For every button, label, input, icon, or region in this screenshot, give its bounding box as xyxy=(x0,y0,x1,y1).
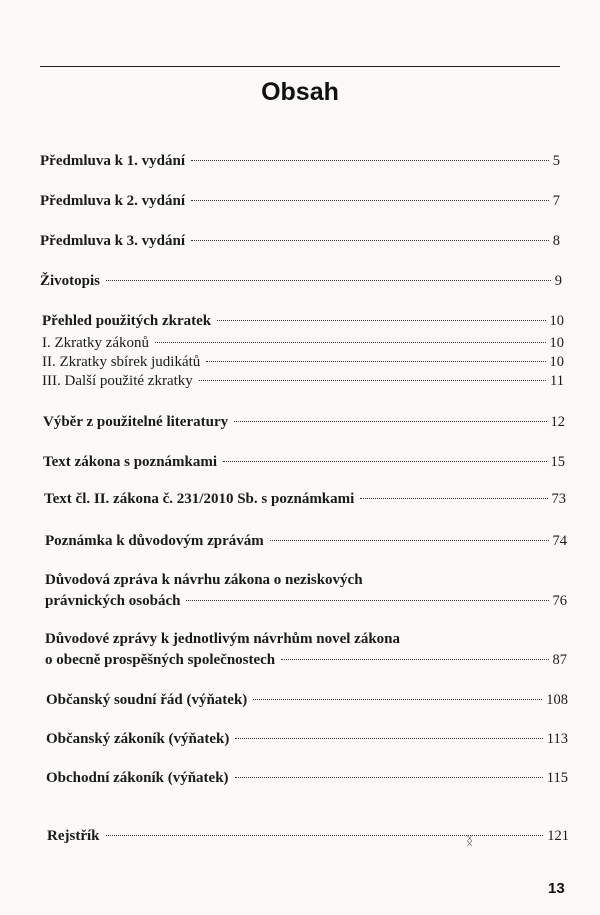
leader-dots xyxy=(235,777,543,778)
toc-entry-label: Výběr z použitelné literatury xyxy=(43,414,229,430)
toc-entry-label: Předmluva k 3. vydání xyxy=(40,233,186,249)
toc-entry-amendment-reports[interactable] xyxy=(45,651,567,669)
toc-entry-label: o obecně prospěšných společnostech xyxy=(45,652,276,668)
page-number: 13 xyxy=(548,880,565,897)
leader-dots xyxy=(253,699,542,700)
toc-entry-page: 76 xyxy=(552,593,567,609)
toc-entry-index[interactable] xyxy=(47,827,569,845)
leader-dots xyxy=(270,540,549,541)
leader-dots xyxy=(191,160,549,161)
toc-entry-page: 87 xyxy=(552,652,567,668)
toc-entry-label: Životopis xyxy=(40,273,101,289)
toc-entry-page: 12 xyxy=(550,414,565,430)
toc-entry-explanatory-note[interactable] xyxy=(45,532,567,550)
toc-entry-label: Obchodní zákoník (výňatek) xyxy=(46,770,229,786)
leader-dots xyxy=(217,320,545,321)
toc-entry-label-line1: Důvodová zpráva k návrhu zákona o neziskových xyxy=(45,572,363,588)
leader-dots xyxy=(206,361,545,362)
leader-dots xyxy=(223,461,546,462)
toc-entry-label: Předmluva k 1. vydání xyxy=(40,153,186,169)
toc-entry-page: 11 xyxy=(550,373,564,389)
toc-entry-label-line1: Důvodové zprávy k jednotlivým návrhům novel zákona xyxy=(45,631,401,647)
toc-subentry-law-abbreviations[interactable] xyxy=(42,334,564,352)
toc-entry-page: 10 xyxy=(549,313,564,329)
toc-subentry-other-abbreviations[interactable] xyxy=(42,372,564,390)
leader-dots xyxy=(191,240,549,241)
toc-entry-page: 108 xyxy=(546,692,568,708)
toc-entry-label: Předmluva k 2. vydání xyxy=(40,193,186,209)
leader-dots xyxy=(235,738,542,739)
leader-dots xyxy=(186,600,548,601)
toc-entry-page: 115 xyxy=(546,770,568,786)
toc-entry-law-text[interactable] xyxy=(43,453,565,471)
toc-entry-literature[interactable] xyxy=(43,413,565,431)
toc-entry-label: Občanský soudní řád (výňatek) xyxy=(46,692,248,708)
toc-entry-label: Text čl. II. zákona č. 231/2010 Sb. s poznámkami xyxy=(44,491,355,507)
toc-entry-label: Přehled použitých zkratek xyxy=(42,313,212,329)
leader-dots xyxy=(199,380,546,381)
toc-entry-nonprofit-report[interactable] xyxy=(45,592,567,610)
toc-entry-label: II. Zkratky sbírek judikátů xyxy=(42,354,201,370)
toc-entry-page: 9 xyxy=(554,273,562,289)
toc-entry-article-2-text[interactable] xyxy=(44,490,566,508)
toc-entry-page: 73 xyxy=(551,491,566,507)
leader-dots xyxy=(234,421,546,422)
toc-entry-label: Poznámka k důvodovým zprávám xyxy=(45,533,264,549)
toc-entry-page: 8 xyxy=(552,233,560,249)
leader-dots xyxy=(106,835,544,836)
toc-entry-civil-procedure[interactable] xyxy=(46,691,568,709)
toc-entry-page: 121 xyxy=(547,828,569,844)
toc-entry-label: Rejstřík xyxy=(47,828,100,844)
toc-entry-page: 10 xyxy=(549,335,564,351)
toc-entry-preface-1[interactable] xyxy=(40,152,560,170)
toc-entry-label: Občanský zákoník (výňatek) xyxy=(46,731,230,747)
toc-subentry-case-law-abbreviations[interactable] xyxy=(42,353,564,371)
leader-dots xyxy=(155,342,545,343)
toc-entry-page: 113 xyxy=(546,731,568,747)
toc-entry-page: 15 xyxy=(550,454,565,470)
toc-entry-page: 10 xyxy=(549,354,564,370)
ink-mark: ᛝ xyxy=(466,834,474,848)
leader-dots xyxy=(106,280,551,281)
toc-entry-preface-2[interactable] xyxy=(40,192,560,210)
toc-entry-page: 7 xyxy=(552,193,560,209)
toc-entry-label: právnických osobách xyxy=(45,593,181,609)
toc-entry-label: Text zákona s poznámkami xyxy=(43,454,218,470)
toc-entry-civil-code[interactable] xyxy=(46,730,568,748)
toc-entry-commercial-code[interactable] xyxy=(46,769,568,787)
toc-entry-biography[interactable] xyxy=(40,272,562,290)
page-title: Obsah xyxy=(261,78,339,106)
leader-dots xyxy=(191,200,549,201)
toc-entry-preface-3[interactable] xyxy=(40,232,560,250)
toc-entry-label: I. Zkratky zákonů xyxy=(42,335,150,351)
leader-dots xyxy=(360,498,547,499)
toc-entry-abbreviations[interactable] xyxy=(42,312,564,330)
toc-entry-page: 5 xyxy=(552,153,560,169)
toc-entry-page: 74 xyxy=(552,533,567,549)
leader-dots xyxy=(281,659,548,660)
toc-entry-label: III. Další použité zkratky xyxy=(42,373,193,389)
